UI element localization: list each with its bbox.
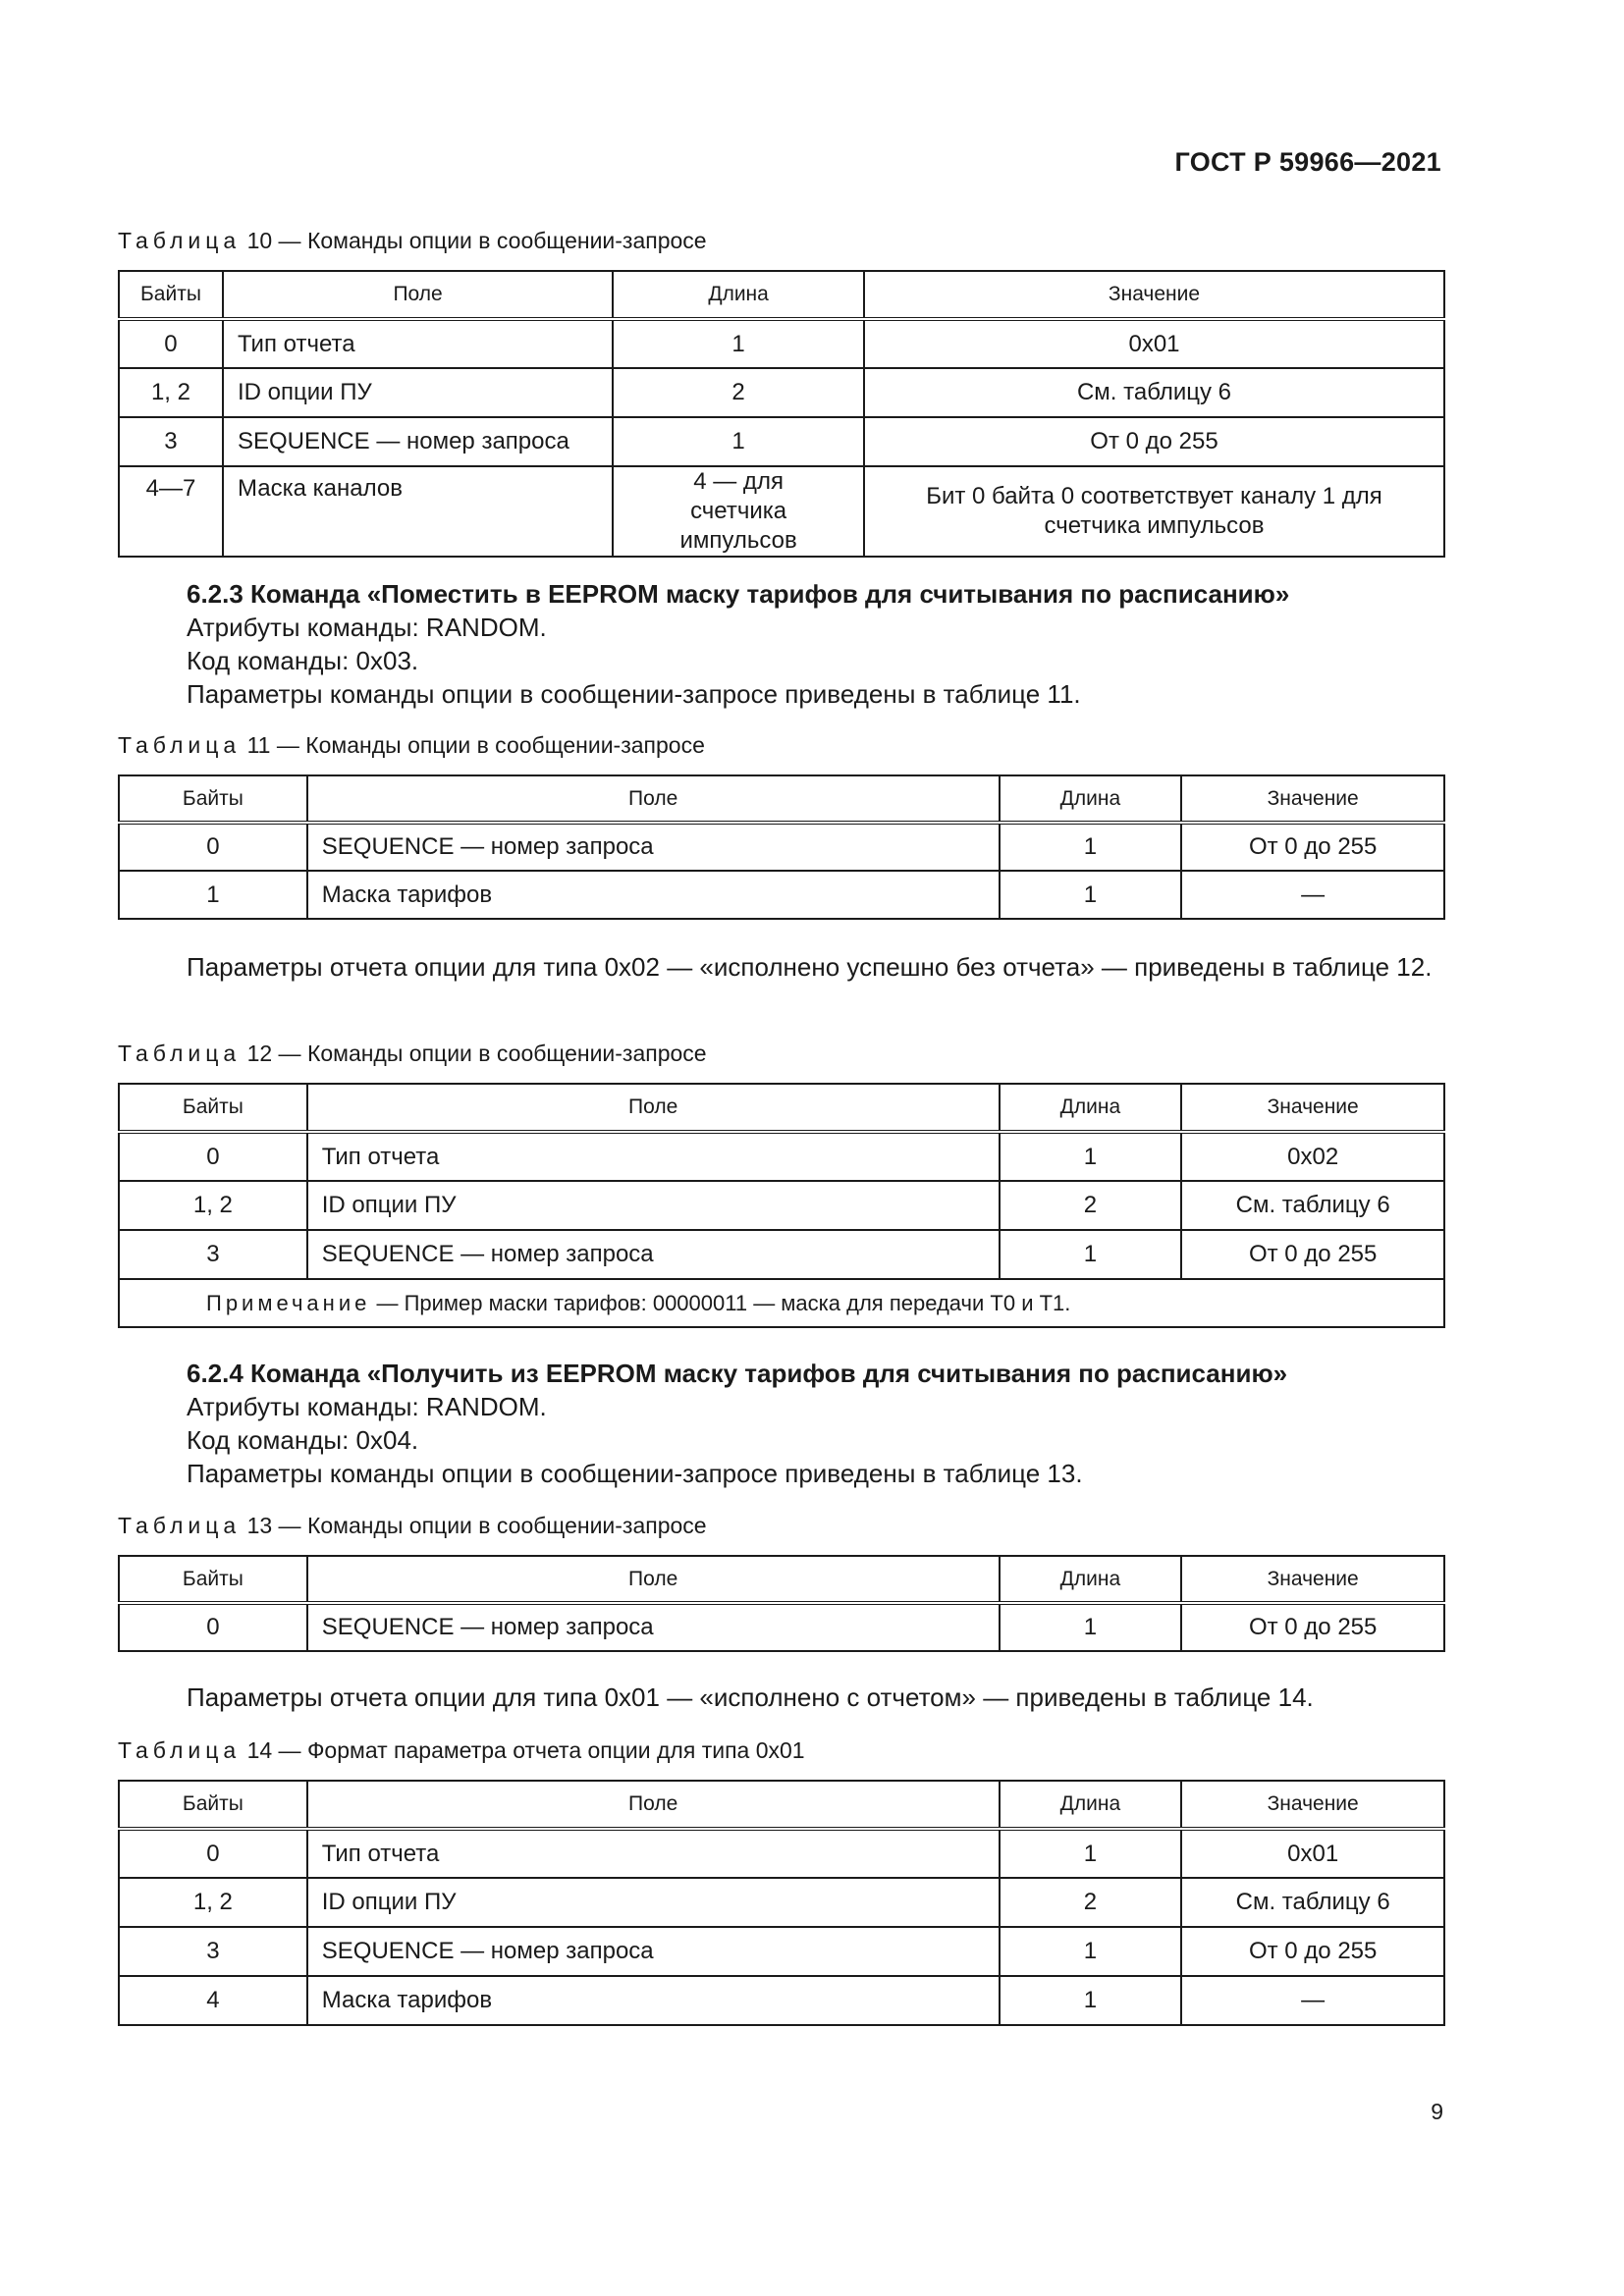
table-row xyxy=(119,1132,1444,1181)
header-cell: Длина xyxy=(1000,1556,1182,1603)
table-12 xyxy=(118,1083,1445,1328)
cell-field: Маска тарифов xyxy=(307,871,1000,919)
note-text: — Пример маски тарифов: 00000011 — маска для передачи T0 и T1. xyxy=(370,1290,1071,1315)
table-11 xyxy=(118,774,1445,920)
page-number: 9 xyxy=(1431,2099,1443,2124)
table-14 xyxy=(118,1780,1445,2026)
cell-length: 1 xyxy=(1000,1927,1182,1976)
cell-length: 1 xyxy=(1000,1132,1182,1181)
section-title: 6.2.4 Команда «Получить из EEPROM маску тарифов для считывания по расписанию» xyxy=(187,1359,1288,1388)
header-cell: Значение xyxy=(1181,1556,1444,1603)
cell-field: SEQUENCE — номер запроса xyxy=(307,823,1000,871)
header-cell: Длина xyxy=(1000,775,1182,823)
cell-bytes: 3 xyxy=(119,417,223,466)
cell-value: От 0 до 255 xyxy=(864,417,1444,466)
cell-field: Тип отчета xyxy=(223,319,613,368)
cell-bytes: 4—7 xyxy=(119,466,223,557)
cell-field: SEQUENCE — номер запроса xyxy=(307,1230,1000,1279)
cell-value: От 0 до 255 xyxy=(1181,1230,1444,1279)
table-row xyxy=(119,417,1444,466)
cell-value: От 0 до 255 xyxy=(1181,1603,1444,1651)
paragraph-table-12-intro xyxy=(118,950,1445,985)
cell-value: См. таблицу 6 xyxy=(864,368,1444,417)
cell-bytes: 1, 2 xyxy=(119,1878,307,1927)
cell-length: 2 xyxy=(1000,1878,1182,1927)
section-line: Параметры команды опции в сообщении-запросе приведены в таблице 13. xyxy=(187,1459,1083,1488)
caption-word: Таблица xyxy=(118,1513,242,1538)
cell-field: SEQUENCE — номер запроса xyxy=(307,1927,1000,1976)
cell-length: 1 xyxy=(1000,823,1182,871)
table-12-caption xyxy=(118,1041,707,1067)
table-row xyxy=(119,368,1444,417)
cell-bytes: 0 xyxy=(119,1603,307,1651)
cell-value: См. таблицу 6 xyxy=(1181,1181,1444,1230)
header-cell: Поле xyxy=(307,775,1000,823)
caption-word: Таблица xyxy=(118,228,242,253)
table-10-caption xyxy=(118,228,707,254)
table-header-row xyxy=(119,271,1444,319)
header-cell: Поле xyxy=(223,271,613,319)
caption-word: Таблица xyxy=(118,1737,242,1763)
caption-text: 10 — Команды опции в сообщении-запросе xyxy=(246,228,707,253)
section-line: Параметры команды опции в сообщении-запросе приведены в таблице 11. xyxy=(187,679,1081,709)
cell-field: Тип отчета xyxy=(307,1829,1000,1878)
section-title: 6.2.3 Команда «Поместить в EEPROM маску тарифов для считывания по расписанию» xyxy=(187,579,1290,609)
header-cell: Значение xyxy=(864,271,1444,319)
cell-length: 1 xyxy=(1000,871,1182,919)
cell-length: 1 xyxy=(1000,1603,1182,1651)
cell-value: 0x01 xyxy=(1181,1829,1444,1878)
table-row xyxy=(119,1829,1444,1878)
caption-text: 13 — Команды опции в сообщении-запросе xyxy=(246,1513,707,1538)
header-cell: Поле xyxy=(307,1781,1000,1829)
cell-value: Бит 0 байта 0 соответствует каналу 1 для счетчика импульсов xyxy=(864,466,1444,557)
section-6-2-4 xyxy=(187,1357,1287,1490)
paragraph-text: Параметры отчета опции для типа 0x02 — «исполнено успешно без отчета» — приведены в таблице 12. xyxy=(187,952,1433,982)
table-row xyxy=(119,1878,1444,1927)
header-cell: Байты xyxy=(119,775,307,823)
caption-word: Таблица xyxy=(118,1041,242,1066)
table-row xyxy=(119,466,1444,557)
table-row xyxy=(119,319,1444,368)
table-header-row xyxy=(119,1781,1444,1829)
cell-value: См. таблицу 6 xyxy=(1181,1878,1444,1927)
table-11-caption xyxy=(118,732,705,759)
table-row xyxy=(119,1976,1444,2025)
cell-field: Маска каналов xyxy=(223,466,613,557)
caption-text: 11 — Команды опции в сообщении-запросе xyxy=(246,732,705,758)
section-line: Атрибуты команды: RANDOM. xyxy=(187,613,547,642)
table-row xyxy=(119,1181,1444,1230)
header-cell: Поле xyxy=(307,1556,1000,1603)
cell-field: ID опции ПУ xyxy=(307,1878,1000,1927)
cell-value: От 0 до 255 xyxy=(1181,1927,1444,1976)
cell-length: 2 xyxy=(613,368,864,417)
cell-bytes: 3 xyxy=(119,1927,307,1976)
header-cell: Длина xyxy=(1000,1084,1182,1132)
section-line: Атрибуты команды: RANDOM. xyxy=(187,1392,547,1421)
note-word: Примечание xyxy=(206,1290,371,1315)
cell-length: 1 xyxy=(613,319,864,368)
table-row xyxy=(119,823,1444,871)
cell-length: 1 xyxy=(613,417,864,466)
header-cell: Байты xyxy=(119,1781,307,1829)
table-13 xyxy=(118,1555,1445,1652)
table-row xyxy=(119,871,1444,919)
cell-bytes: 3 xyxy=(119,1230,307,1279)
cell-field: Маска тарифов xyxy=(307,1976,1000,2025)
header-cell: Поле xyxy=(307,1084,1000,1132)
cell-value: 0x02 xyxy=(1181,1132,1444,1181)
header-cell: Значение xyxy=(1181,775,1444,823)
table-row xyxy=(119,1230,1444,1279)
document-standard-number: ГОСТ Р 59966—2021 xyxy=(1174,147,1441,177)
header-cell: Байты xyxy=(119,1084,307,1132)
table-note xyxy=(119,1279,1444,1327)
cell-length: 2 xyxy=(1000,1181,1182,1230)
cell-length: 1 xyxy=(1000,1230,1182,1279)
cell-bytes: 1, 2 xyxy=(119,368,223,417)
cell-field: Тип отчета xyxy=(307,1132,1000,1181)
cell-field: SEQUENCE — номер запроса xyxy=(307,1603,1000,1651)
header-cell: Байты xyxy=(119,271,223,319)
cell-length: 4 — для счетчика импульсов xyxy=(613,466,864,557)
header-cell: Значение xyxy=(1181,1084,1444,1132)
caption-word: Таблица xyxy=(118,732,242,758)
header-cell: Байты xyxy=(119,1556,307,1603)
cell-value: 0x01 xyxy=(864,319,1444,368)
cell-field: ID опции ПУ xyxy=(307,1181,1000,1230)
cell-value: От 0 до 255 xyxy=(1181,823,1444,871)
table-header-row xyxy=(119,775,1444,823)
cell-bytes: 0 xyxy=(119,319,223,368)
table-row xyxy=(119,1927,1444,1976)
table-10 xyxy=(118,270,1445,558)
cell-bytes: 0 xyxy=(119,1829,307,1878)
paragraph-text: Параметры отчета опции для типа 0x01 — «исполнено с отчетом» — приведены в таблице 14. xyxy=(187,1682,1314,1712)
cell-bytes: 4 xyxy=(119,1976,307,2025)
cell-bytes: 0 xyxy=(119,823,307,871)
header-cell: Длина xyxy=(613,271,864,319)
section-6-2-3 xyxy=(187,577,1289,711)
cell-value: — xyxy=(1181,1976,1444,2025)
table-header-row xyxy=(119,1084,1444,1132)
section-line: Код команды: 0x03. xyxy=(187,646,419,675)
section-line: Код команды: 0x04. xyxy=(187,1425,419,1455)
cell-bytes: 1 xyxy=(119,871,307,919)
table-13-caption xyxy=(118,1513,707,1539)
cell-value: — xyxy=(1181,871,1444,919)
header-cell: Длина xyxy=(1000,1781,1182,1829)
cell-field: ID опции ПУ xyxy=(223,368,613,417)
table-14-caption xyxy=(118,1737,805,1764)
header-cell: Значение xyxy=(1181,1781,1444,1829)
cell-field: SEQUENCE — номер запроса xyxy=(223,417,613,466)
table-note-row xyxy=(119,1279,1444,1327)
caption-text: 12 — Команды опции в сообщении-запросе xyxy=(246,1041,707,1066)
cell-length: 1 xyxy=(1000,1976,1182,2025)
table-header-row xyxy=(119,1556,1444,1603)
table-row xyxy=(119,1603,1444,1651)
cell-length: 1 xyxy=(1000,1829,1182,1878)
cell-bytes: 1, 2 xyxy=(119,1181,307,1230)
caption-text: 14 — Формат параметра отчета опции для типа 0x01 xyxy=(246,1737,805,1763)
paragraph-table-14-intro xyxy=(118,1681,1445,1715)
cell-bytes: 0 xyxy=(119,1132,307,1181)
